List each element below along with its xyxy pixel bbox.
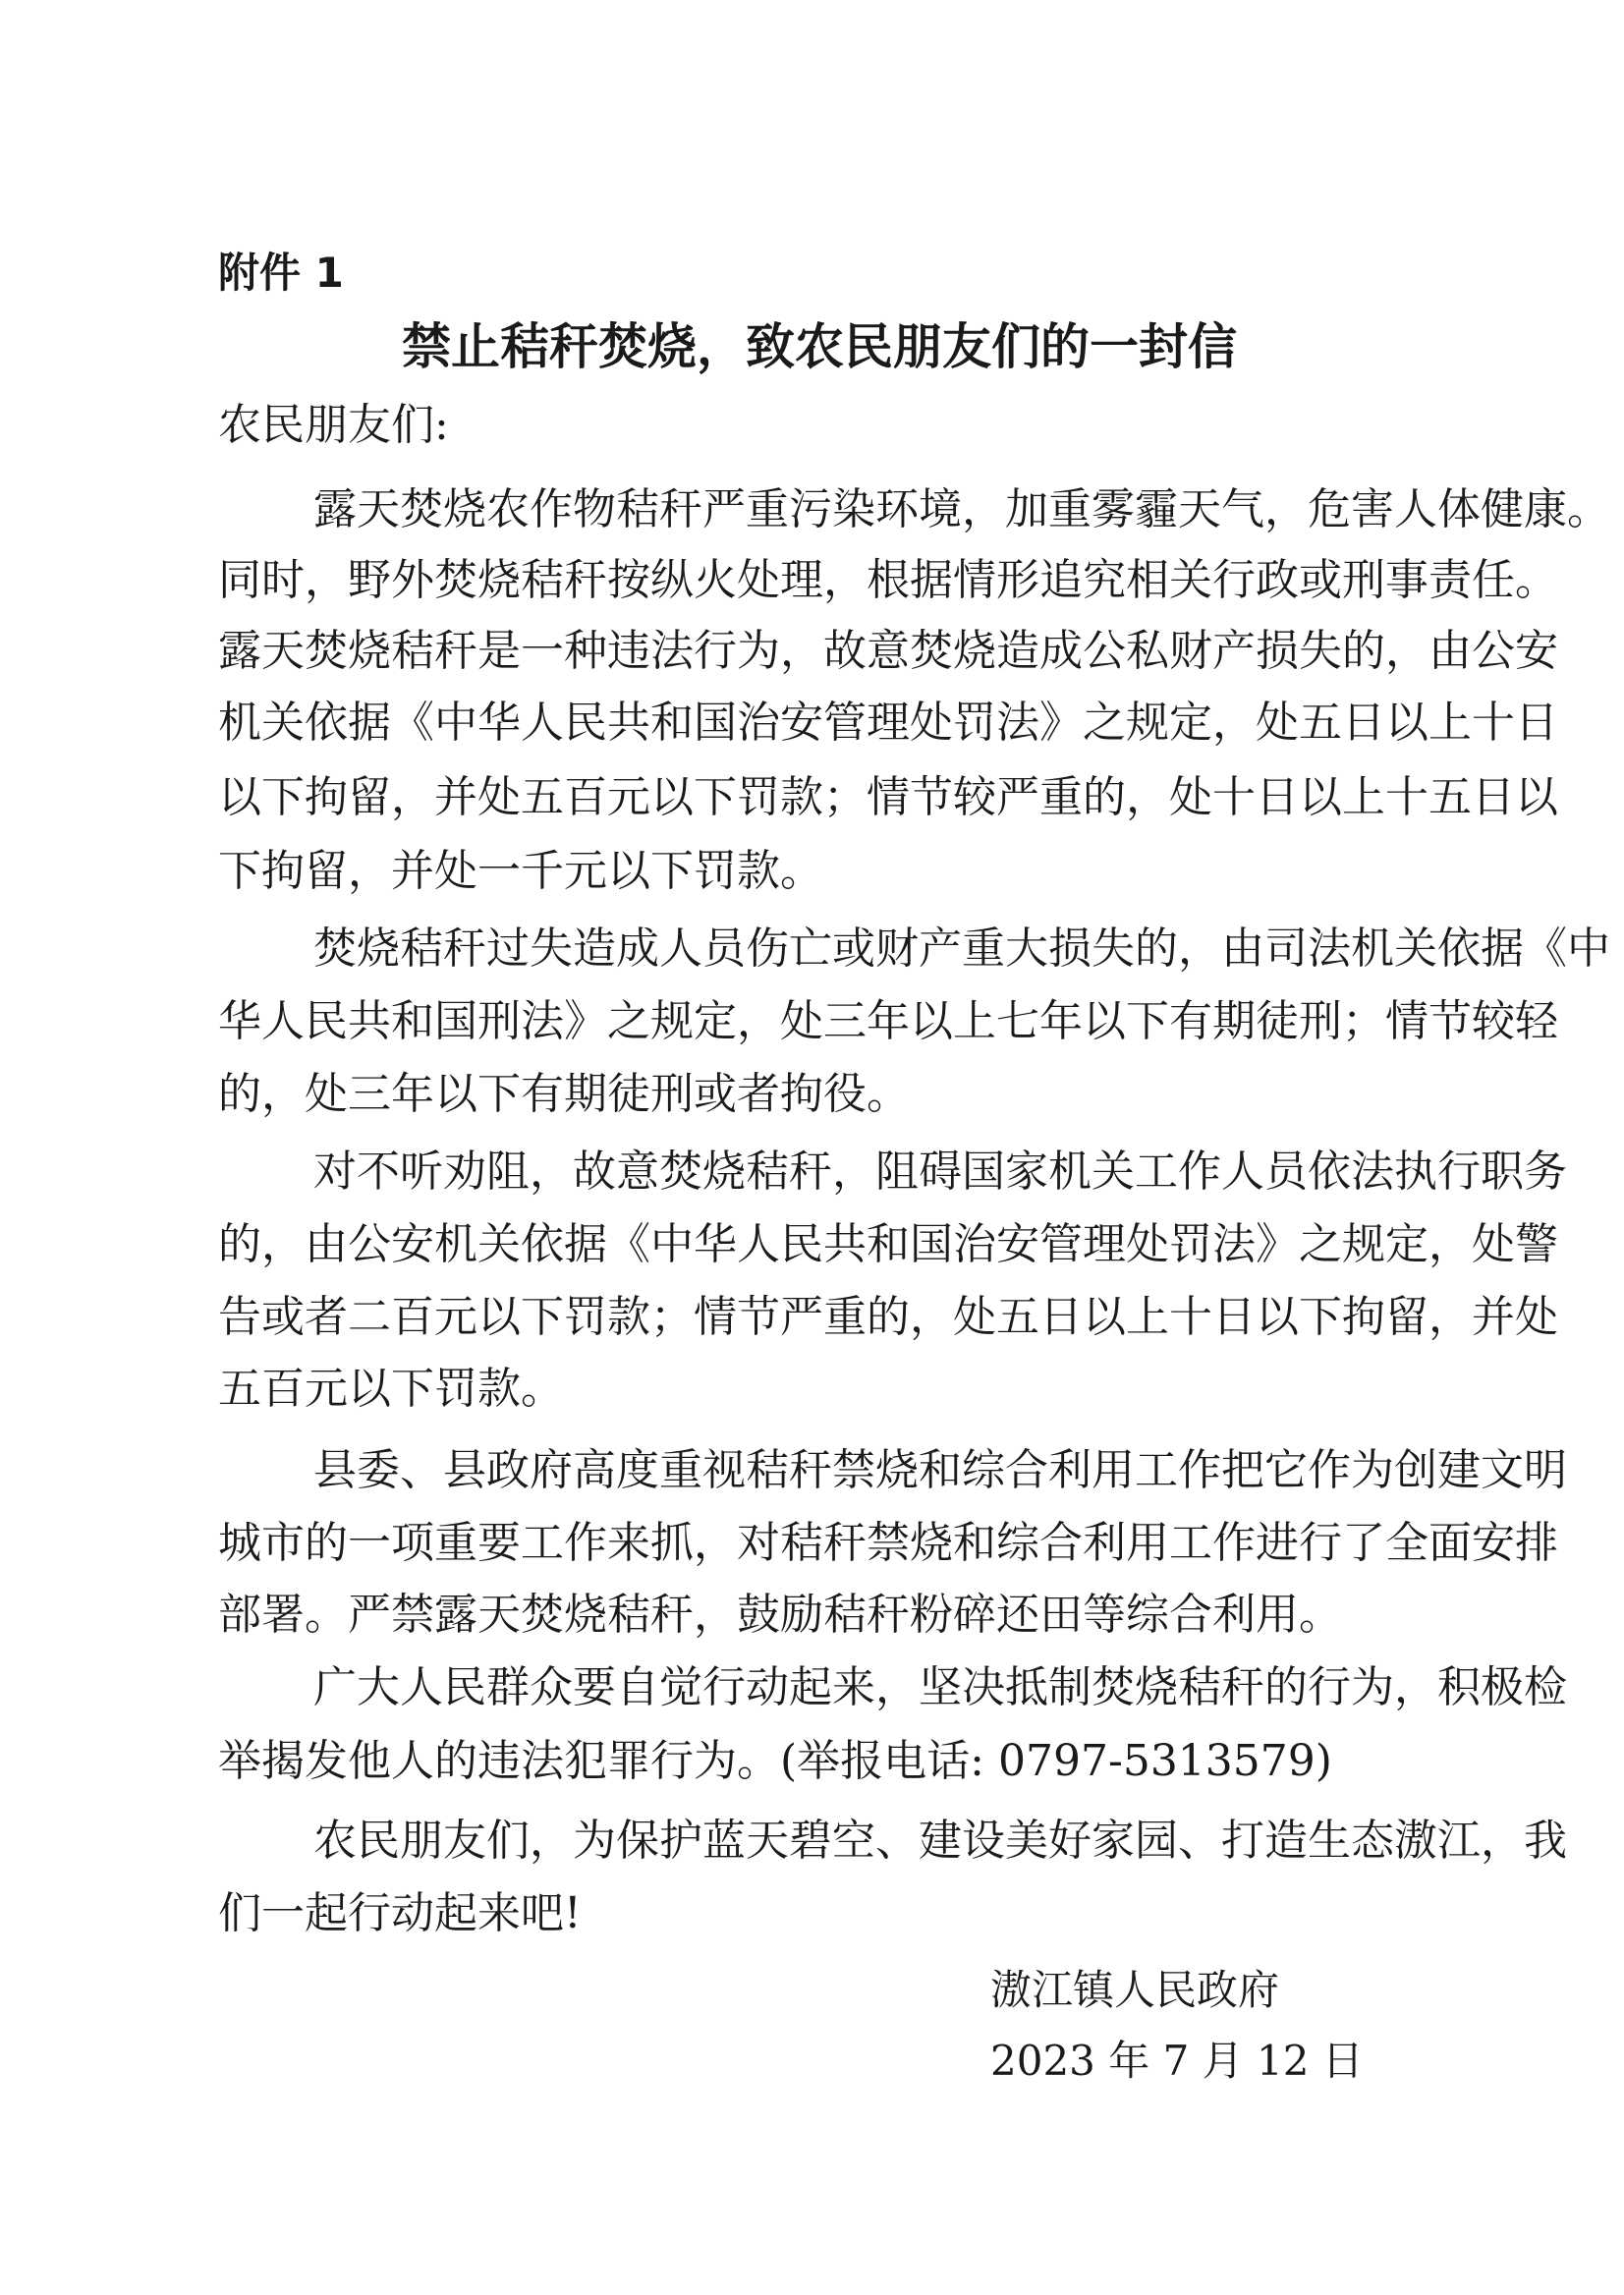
paragraph-1-line: 露天焚烧农作物秸秆严重污染环境，加重雾霾天气，危害人体健康。 (313, 484, 1610, 534)
paragraph-3-line: 的，由公安机关依据《中华人民共和国治安管理处罚法》之规定，处警 (218, 1219, 1558, 1269)
paragraph-1-line: 机关依据《中华人民共和国治安管理处罚法》之规定，处五日以上十日 (218, 698, 1558, 748)
document-title: 禁止秸秆焚烧，致农民朋友们的一封信 (402, 318, 1237, 375)
paragraph-4-line: 县委、县政府高度重视秸秆禁烧和综合利用工作把它作为创建文明 (313, 1445, 1567, 1495)
paragraph-1-line: 下拘留，并处一千元以下罚款。 (218, 846, 823, 896)
salutation: 农民朋友们: (218, 400, 449, 450)
paragraph-2-line: 华人民共和国刑法》之规定，处三年以上七年以下有期徒刑；情节较轻 (218, 996, 1558, 1046)
attachment-label: 附件 1 (218, 249, 344, 297)
paragraph-3-line: 对不听劝阻，故意焚烧秸秆，阻碍国家机关工作人员依法执行职务 (313, 1147, 1567, 1197)
date: 2023 年 7 月 12 日 (990, 2037, 1364, 2085)
paragraph-5-line: 广大人民群众要自觉行动起来，坚决抵制焚烧秸秆的行为，积极检 (313, 1662, 1567, 1712)
paragraph-6-line: 农民朋友们，为保护蓝天碧空、建设美好家园、打造生态滶江，我 (313, 1816, 1567, 1866)
paragraph-3-line: 告或者二百元以下罚款；情节严重的，处五日以上十日以下拘留，并处 (218, 1292, 1558, 1342)
paragraph-4-line: 城市的一项重要工作来抓，对秸秆禁烧和综合利用工作进行了全面安排 (218, 1518, 1558, 1568)
paragraph-2-line: 的，处三年以下有期徒刑或者拘役。 (218, 1069, 910, 1119)
paragraph-2-line: 焚烧秸秆过失造成人员伤亡或财产重大损失的，由司法机关依据《中 (313, 924, 1610, 974)
paragraph-5-line: 举揭发他人的违法犯罪行为。(举报电话: 0797-5313579) (218, 1736, 1332, 1786)
paragraph-1-line: 以下拘留，并处五百元以下罚款；情节较严重的，处十日以上十五日以 (218, 772, 1558, 822)
signature: 滶江镇人民政府 (990, 1966, 1280, 2014)
paragraph-6-line: 们一起行动起来吧! (218, 1888, 582, 1938)
paragraph-1-line: 同时，野外焚烧秸秆按纵火处理，根据情形追究相关行政或刑事责任。 (218, 555, 1558, 605)
paragraph-1-line: 露天焚烧秸秆是一种违法行为，故意焚烧造成公私财产损失的，由公安 (218, 626, 1558, 676)
paragraph-3-line: 五百元以下罚款。 (218, 1364, 564, 1414)
paragraph-4-line: 部署。严禁露天焚烧秸秆，鼓励秸秆粉碎还田等综合利用。 (218, 1590, 1342, 1640)
